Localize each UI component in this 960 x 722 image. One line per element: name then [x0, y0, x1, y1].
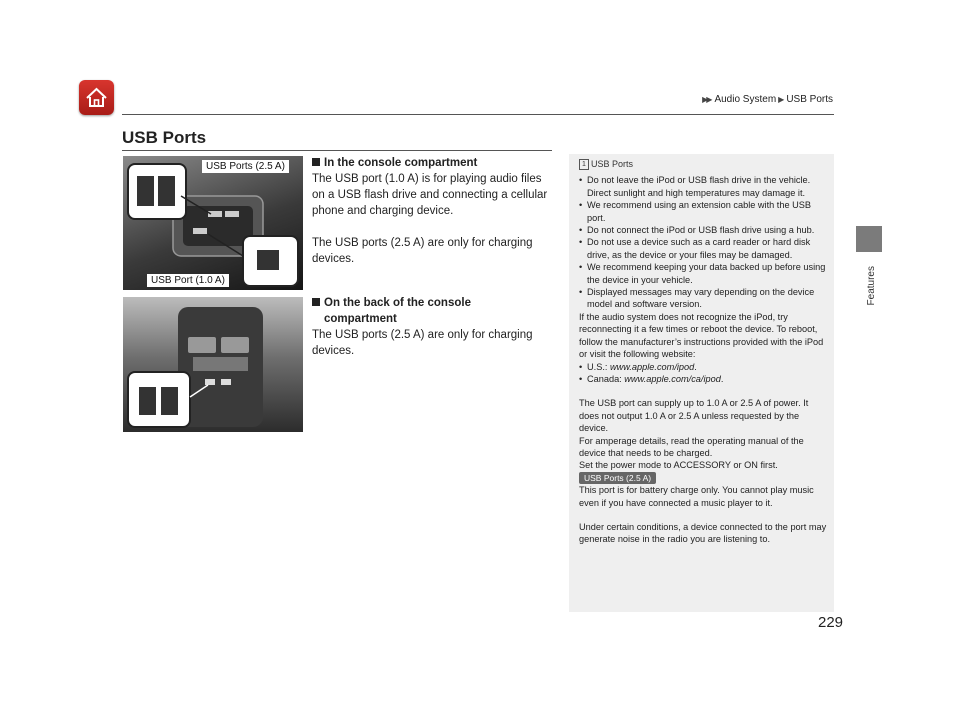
- usb-ports-2-5a-callout: USB Ports (2.5 A): [202, 160, 289, 173]
- canada-label: Canada:: [587, 373, 625, 384]
- section-heading: [312, 155, 552, 171]
- console-compartment-section: [312, 155, 552, 267]
- note-header: [579, 158, 827, 170]
- breadcrumb-page: USB Ports: [786, 94, 833, 105]
- chapter-tab[interactable]: [856, 226, 882, 252]
- note-bullet: • Do not use a device such as a card reader or hard disk drive, as the device or your files may be damaged.: [579, 236, 827, 261]
- note-bullet-us: • U.S.: www.apple.com/ipod.: [579, 361, 827, 373]
- home-button[interactable]: [79, 80, 114, 115]
- note-bullet: • We recommend using an extension cable with the USB port.: [579, 199, 827, 224]
- note-bullet: • Displayed messages may vary depending on the device model and software version.: [579, 286, 827, 311]
- apple-us-link[interactable]: www.apple.com/ipod: [609, 361, 695, 372]
- apple-ca-link[interactable]: www.apple.com/ca/ipod: [624, 373, 721, 384]
- note-title: USB Ports: [591, 159, 634, 169]
- home-icon: [85, 86, 108, 109]
- paragraph: The USB ports (2.5 A) are only for charging devices.: [312, 329, 533, 357]
- page-title: USB Ports: [122, 128, 207, 147]
- chapter-label: Features: [866, 266, 877, 306]
- note-paragraph: The USB port can supply up to 1.0 A or 2.5 A of power. It does not output 1.0 A or 2.5 A unless requested by the device.: [579, 398, 809, 434]
- note-paragraph: For amperage details, read the operating manual of the device that needs to be charged.: [579, 435, 804, 458]
- tag-label: USB Ports (2.5 A): [579, 472, 656, 484]
- console-compartment-image: [123, 156, 303, 290]
- usb-port-1-0a-callout: USB Port (1.0 A): [147, 274, 229, 287]
- usb-ports-tag: [579, 472, 827, 484]
- note-bullet: • Do not leave the iPod or USB flash drive in the vehicle. Direct sunlight and high temperatures may damage it.: [579, 174, 827, 199]
- note-bullet-canada: • Canada: www.apple.com/ca/ipod.: [579, 373, 827, 385]
- note-ref-icon: 1: [579, 159, 589, 170]
- breadcrumb: [702, 94, 833, 105]
- us-label: U.S.:: [587, 361, 610, 372]
- square-bullet-icon: [312, 298, 320, 306]
- note-bullet: • Do not connect the iPod or USB flash drive using a hub.: [579, 224, 827, 236]
- section-heading-text: In the console compartment: [324, 157, 478, 169]
- paragraph: The USB port (1.0 A) is for playing audio files on a USB flash drive and connecting a cellular phone and charging device.: [312, 173, 548, 217]
- breadcrumb-section[interactable]: Audio System: [714, 94, 777, 105]
- rear-console-illustration: [123, 297, 303, 432]
- header-rule: [122, 114, 834, 115]
- note-sidebar: [569, 154, 834, 612]
- note-paragraph: This port is for battery charge only. You cannot play music even if you have connected a music player to it.: [579, 485, 814, 508]
- note-paragraph: Under certain conditions, a device connected to the port may generate noise in the radio you are listening to.: [579, 521, 827, 545]
- title-rule: [122, 150, 552, 151]
- note-bullet: • We recommend keeping your data backed up before using the device in your vehicle.: [579, 261, 827, 286]
- square-bullet-icon: [312, 158, 320, 166]
- section-heading: [312, 295, 552, 311]
- section-heading-continued: compartment: [324, 313, 397, 325]
- page-number: 229: [818, 614, 844, 631]
- note-paragraph: If the audio system does not recognize the iPod, try reconnecting it a few times or reboot the device. To reboot, follow the manufacturer’s instructions provided with the iPod or visit the following website:: [579, 311, 824, 360]
- console-illustration: [123, 156, 303, 290]
- rear-console-section: [312, 295, 552, 359]
- breadcrumb-arrow-icon: ▶▶: [702, 95, 711, 104]
- note-paragraph: Set the power mode to ACCESSORY or ON first.: [579, 460, 778, 471]
- breadcrumb-separator-icon: ▶: [778, 95, 783, 104]
- paragraph: The USB ports (2.5 A) are only for charging devices.: [312, 237, 533, 265]
- section-heading-text: On the back of the console: [324, 297, 471, 309]
- rear-console-image: [123, 297, 303, 432]
